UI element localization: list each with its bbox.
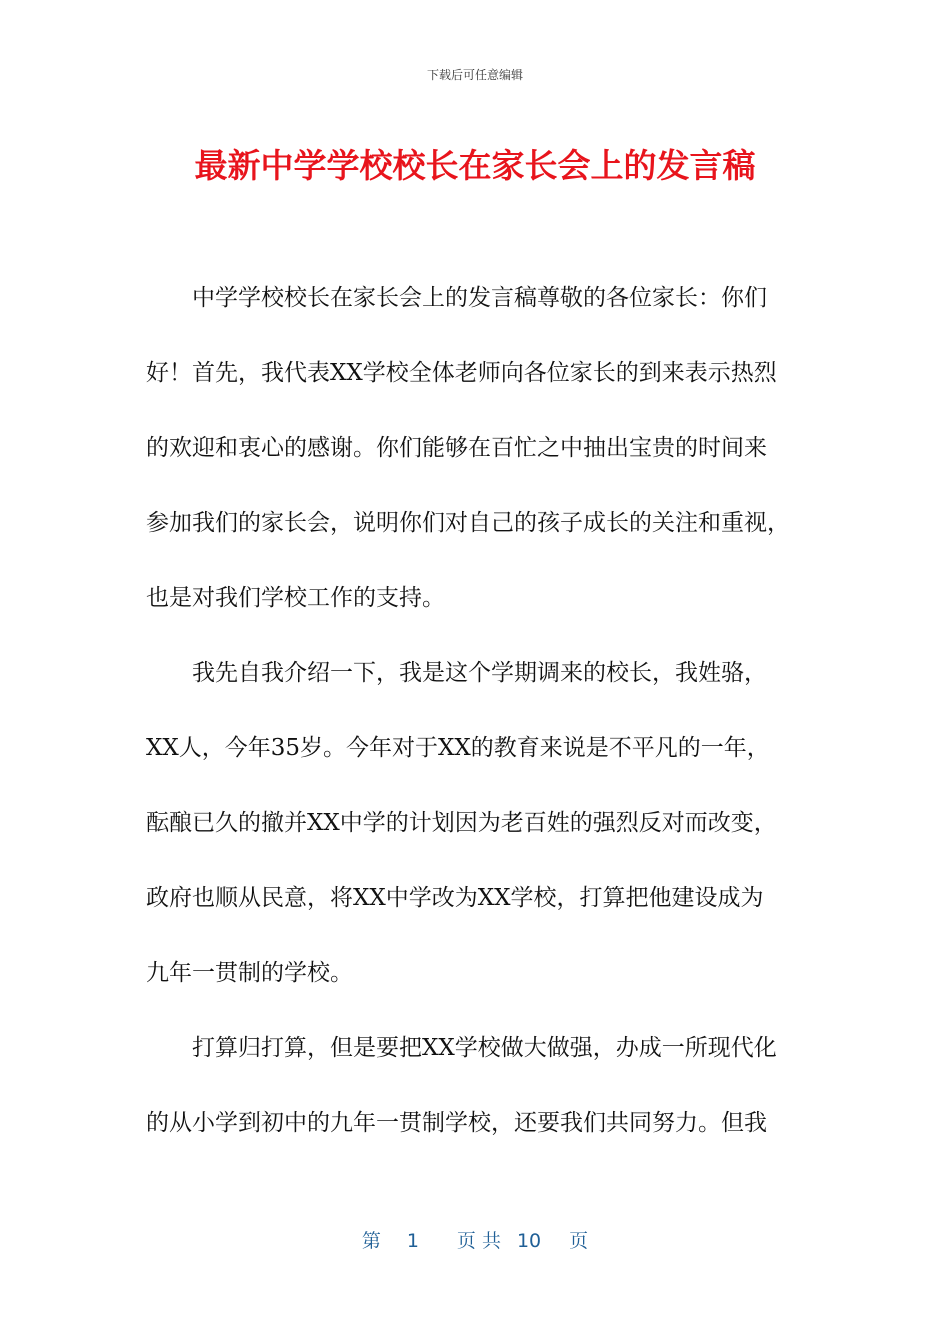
text-line: 酝酿已久的撤并XX中学的计划因为老百姓的强烈反对而改变， <box>146 810 777 836</box>
header-note: 下载后可任意编辑 <box>426 68 523 82</box>
footer-current-page: 1 <box>406 1230 419 1252</box>
text-line: 好！首先，我代表XX学校全体老师向各位家长的到来表示热烈 <box>146 360 777 386</box>
footer-suffix: 页 <box>569 1230 589 1252</box>
text-line: 政府也顺从民意，将XX中学改为XX学校，打算把他建设成为 <box>146 885 764 911</box>
text-line: XX人，今年35岁。今年对于XX的教育来说是不平凡的一年， <box>146 735 770 761</box>
page-footer <box>0 1226 950 1253</box>
text-line: 中学学校校长在家长会上的发言稿尊敬的各位家长：你们 <box>146 285 767 311</box>
text-line: 我先自我介绍一下，我是这个学期调来的校长，我姓骆， <box>146 660 767 686</box>
text-line: 参加我们的家长会，说明你们对自己的孩子成长的关注和重视， <box>146 510 790 536</box>
document-body <box>146 280 806 1180</box>
text-line: 九年一贯制的学校。 <box>146 960 353 986</box>
footer-total-pages: 10 <box>516 1230 542 1252</box>
footer-middle: 页 共 <box>456 1230 501 1252</box>
text-line: 的从小学到初中的九年一贯制学校，还要我们共同努力。但我 <box>146 1110 767 1136</box>
text-line: 也是对我们学校工作的支持。 <box>146 585 445 611</box>
footer-prefix: 第 <box>361 1230 381 1252</box>
text-line: 的欢迎和衷心的感谢。你们能够在百忙之中抽出宝贵的时间来 <box>146 435 767 461</box>
document-title: 最新中学学校校长在家长会上的发言稿 <box>194 146 756 185</box>
text-line: 打算归打算，但是要把XX学校做大做强，办成一所现代化 <box>146 1035 777 1061</box>
